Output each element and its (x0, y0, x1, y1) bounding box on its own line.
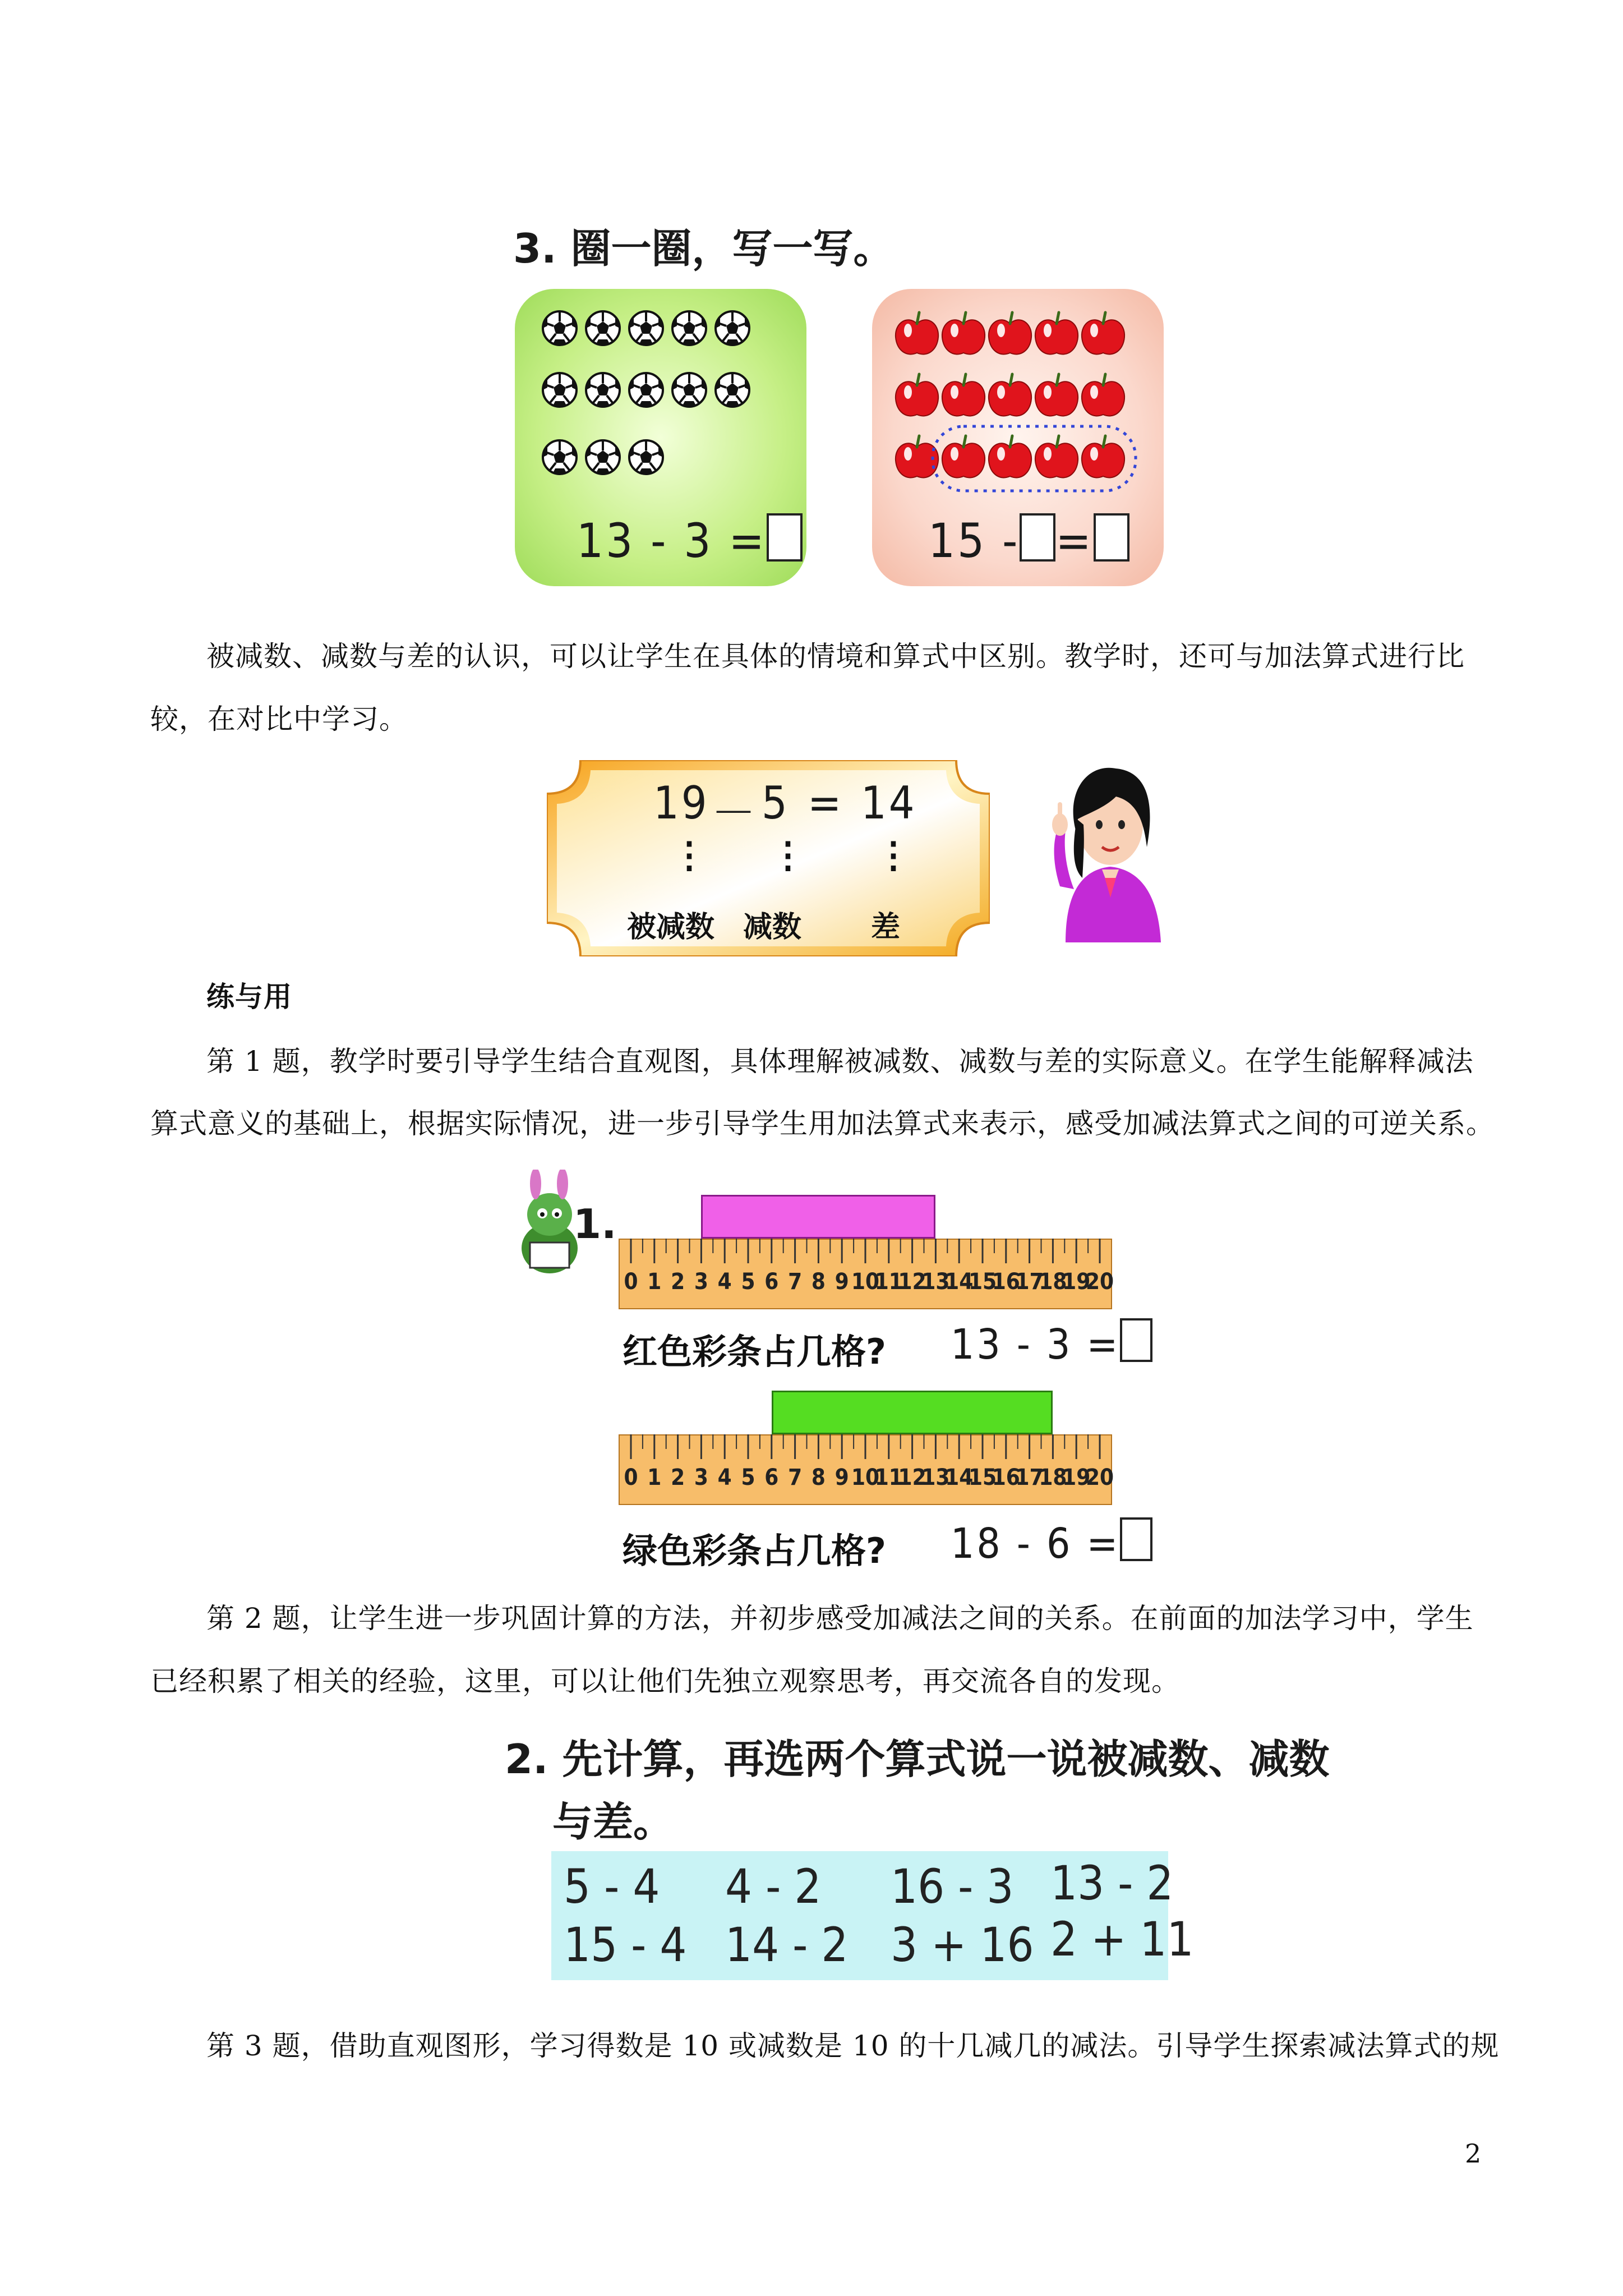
soccer-ball (629, 440, 663, 475)
sign-label-difference: 差 (871, 910, 901, 944)
ruler-tick-label: 2 (671, 1269, 685, 1295)
apple (989, 312, 1031, 354)
apple (1082, 312, 1124, 354)
ruler-tick-label: 17 (1015, 1465, 1044, 1490)
soccer-ball (716, 311, 749, 346)
exercise-1-equation-1 (951, 1318, 1152, 1369)
equation-1-text: 13 - 3 = (951, 1320, 1121, 1369)
sign-equals: = (808, 777, 844, 829)
exercise-2-row1-col1: 5 - 4 (564, 1859, 660, 1914)
ruler-tick-label: 11 (874, 1465, 903, 1490)
ruler-tick-label: 6 (764, 1269, 779, 1295)
ruler-tick-label: 13 (921, 1269, 950, 1295)
exercise-3-right-equation (928, 513, 1129, 568)
apple (1035, 312, 1078, 354)
ruler-tick-label: 9 (834, 1269, 849, 1295)
ruler-tick-label: 10 (851, 1465, 880, 1490)
ruler-tick-label: 18 (1039, 1269, 1067, 1295)
ruler-tick-label: 15 (968, 1465, 997, 1490)
ruler-tick-label: 9 (834, 1465, 849, 1490)
ruler-2 (619, 1434, 1112, 1505)
soccer-ball (629, 311, 663, 346)
sign-dots-1: ⋮ (671, 834, 707, 876)
ruler-tick-label: 11 (874, 1269, 903, 1295)
exercise-1-question-1: 红色彩条占几格? (623, 1331, 886, 1372)
ruler-tick-label: 5 (741, 1465, 755, 1490)
exercise-2-row2-col3: 3 + 16 (891, 1917, 1034, 1972)
answer-box[interactable] (767, 513, 803, 562)
apple (989, 374, 1031, 416)
ruler-tick-label: 14 (945, 1269, 974, 1295)
ruler-tick-label: 19 (1062, 1465, 1091, 1490)
answer-box[interactable] (1120, 1318, 1152, 1362)
apple (942, 374, 985, 416)
ruler-tick-label: 19 (1062, 1269, 1091, 1295)
ruler-tick-label: 13 (921, 1465, 950, 1490)
apple (989, 436, 1031, 477)
ruler-tick-label: 16 (992, 1465, 1020, 1490)
soccer-ball (543, 311, 577, 346)
apple (942, 312, 985, 354)
ruler-tick-label: 8 (811, 1465, 826, 1490)
paragraph-4-line-1: 第 3 题，借助直观图形，学习得数是 10 或减数是 10 的十几减几的减法。引导学生探索减法算式的规 (206, 2030, 1500, 2062)
ruler-tick-label: 5 (741, 1269, 755, 1295)
answer-box[interactable] (1094, 513, 1129, 562)
sign-label-minuend: 被减数 (627, 910, 715, 944)
apple (1035, 374, 1078, 416)
soccer-ball (672, 311, 706, 346)
ruler-tick-label: 2 (671, 1465, 685, 1490)
soccer-ball (543, 440, 577, 475)
ruler-tick-label: 0 (624, 1465, 638, 1490)
ruler-tick-label: 18 (1039, 1465, 1067, 1490)
ruler-tick-label: 1 (647, 1269, 662, 1295)
paragraph-3-line-2: 已经积累了相关的经验，这里，可以让他们先独立观察思考，再交流各自的发现。 (150, 1665, 1180, 1697)
exercise-1-question-2: 绿色彩条占几格? (623, 1530, 886, 1571)
answer-box[interactable] (1020, 513, 1055, 562)
ruler-tick-label: 0 (624, 1269, 638, 1295)
left-equation-text: 13 - 3 = (577, 513, 767, 568)
exercise-2-row2-col4: 2 + 11 (1050, 1912, 1194, 1967)
ruler-tick-label: 4 (717, 1465, 732, 1490)
exercise-1-equation-2 (951, 1517, 1152, 1568)
soccer-ball (586, 440, 620, 475)
ruler-tick-label: 16 (992, 1269, 1020, 1295)
ruler-tick-label: 17 (1015, 1269, 1044, 1295)
apple (1082, 374, 1124, 416)
ruler-tick-label: 4 (717, 1269, 732, 1295)
paragraph-2-line-1: 第 1 题，教学时要引导学生结合直观图，具体理解被减数、减数与差的实际意义。在学生能解释减法 (206, 1045, 1474, 1078)
soccer-ball (586, 373, 620, 407)
sign-difference: 14 (861, 777, 917, 829)
section-heading: 练与用 (206, 981, 292, 1013)
sign-subtrahend: 5 (762, 777, 790, 829)
apple (896, 374, 938, 416)
exercise-1-number: 1. (573, 1200, 617, 1248)
answer-box[interactable] (1120, 1517, 1152, 1561)
sign-minuend: 19 (653, 777, 709, 829)
soccer-ball (543, 373, 577, 407)
ruler-tick-label: 12 (898, 1465, 926, 1490)
apples-illustration (872, 289, 1164, 524)
ruler-1 (619, 1239, 1112, 1309)
exercise-2-row1-col2: 4 - 2 (725, 1859, 822, 1914)
paragraph-3-line-1: 第 2 题，让学生进一步巩固计算的方法，并初步感受加减法之间的关系。在前面的加法学习中，学生 (206, 1602, 1474, 1635)
equation-2-text: 18 - 6 = (951, 1520, 1121, 1568)
ruler-tick-label: 6 (764, 1465, 779, 1490)
ruler-tick-label: 3 (694, 1269, 708, 1295)
soccer-ball (716, 373, 749, 407)
soccer-ball (586, 311, 620, 346)
ruler-tick-label: 7 (788, 1465, 803, 1490)
apple (1082, 436, 1124, 477)
ruler-tick-label: 15 (968, 1269, 997, 1295)
ruler-tick-label: 14 (945, 1465, 974, 1490)
ruler-tick-label: 12 (898, 1269, 926, 1295)
exercise-2-title-line-1: 2. 先计算，再选两个算式说一说被减数、减数 (505, 1736, 1330, 1783)
ruler-tick-label: 3 (694, 1465, 708, 1490)
red-bar (701, 1195, 935, 1239)
soccer-ball-card (515, 289, 806, 586)
ruler-tick-label: 10 (851, 1269, 880, 1295)
ruler-tick-label: 1 (647, 1465, 662, 1490)
apple (896, 312, 938, 354)
right-equation-prefix: 15 - (928, 513, 1020, 568)
apple (942, 436, 985, 477)
ruler-tick-label: 7 (788, 1269, 803, 1295)
soccer-balls-illustration (515, 289, 806, 524)
exercise-2-row2-col1: 15 - 4 (564, 1917, 687, 1972)
soccer-ball (672, 373, 706, 407)
sign-dots-3: ⋮ (875, 834, 911, 876)
exercise-2-row1-col3: 16 - 3 (891, 1859, 1014, 1914)
ruler-tick-label: 8 (811, 1269, 826, 1295)
exercise-3-left-equation (577, 513, 803, 568)
ruler-tick-label: 20 (1085, 1465, 1114, 1490)
exercise-2-row2-col2: 14 - 2 (725, 1917, 849, 1972)
page-number: 2 (1465, 2138, 1482, 2169)
soccer-ball (629, 373, 663, 407)
right-equation-equals: = (1055, 513, 1094, 568)
apple (1035, 436, 1078, 477)
exercise-2-grid (551, 1851, 1194, 1980)
paragraph-1-line-2: 较，在对比中学习。 (150, 703, 408, 735)
teacher-illustration (1043, 757, 1178, 942)
sign-label-subtrahend: 减数 (743, 910, 802, 944)
ruler-tick-label: 20 (1085, 1269, 1114, 1295)
sign-minus: － (711, 787, 758, 839)
sign-dots-2: ⋮ (770, 834, 806, 876)
paragraph-1-line-1: 被减数、减数与差的认识，可以让学生在具体的情境和算式中区别。教学时，还可与加法算式进行比 (206, 640, 1465, 673)
paragraph-2-line-2: 算式意义的基础上，根据实际情况，进一步引导学生用加法算式来表示，感受加减法算式之间的可逆关系。 (150, 1107, 1495, 1140)
exercise-2-title-line-2: 与差。 (552, 1798, 674, 1846)
exercise-3-title: 3. 圈一圈，写一写。 (513, 225, 894, 272)
apple-card (872, 289, 1164, 586)
exercise-2-row1-col4: 13 - 2 (1050, 1856, 1174, 1911)
green-bar (772, 1391, 1053, 1434)
